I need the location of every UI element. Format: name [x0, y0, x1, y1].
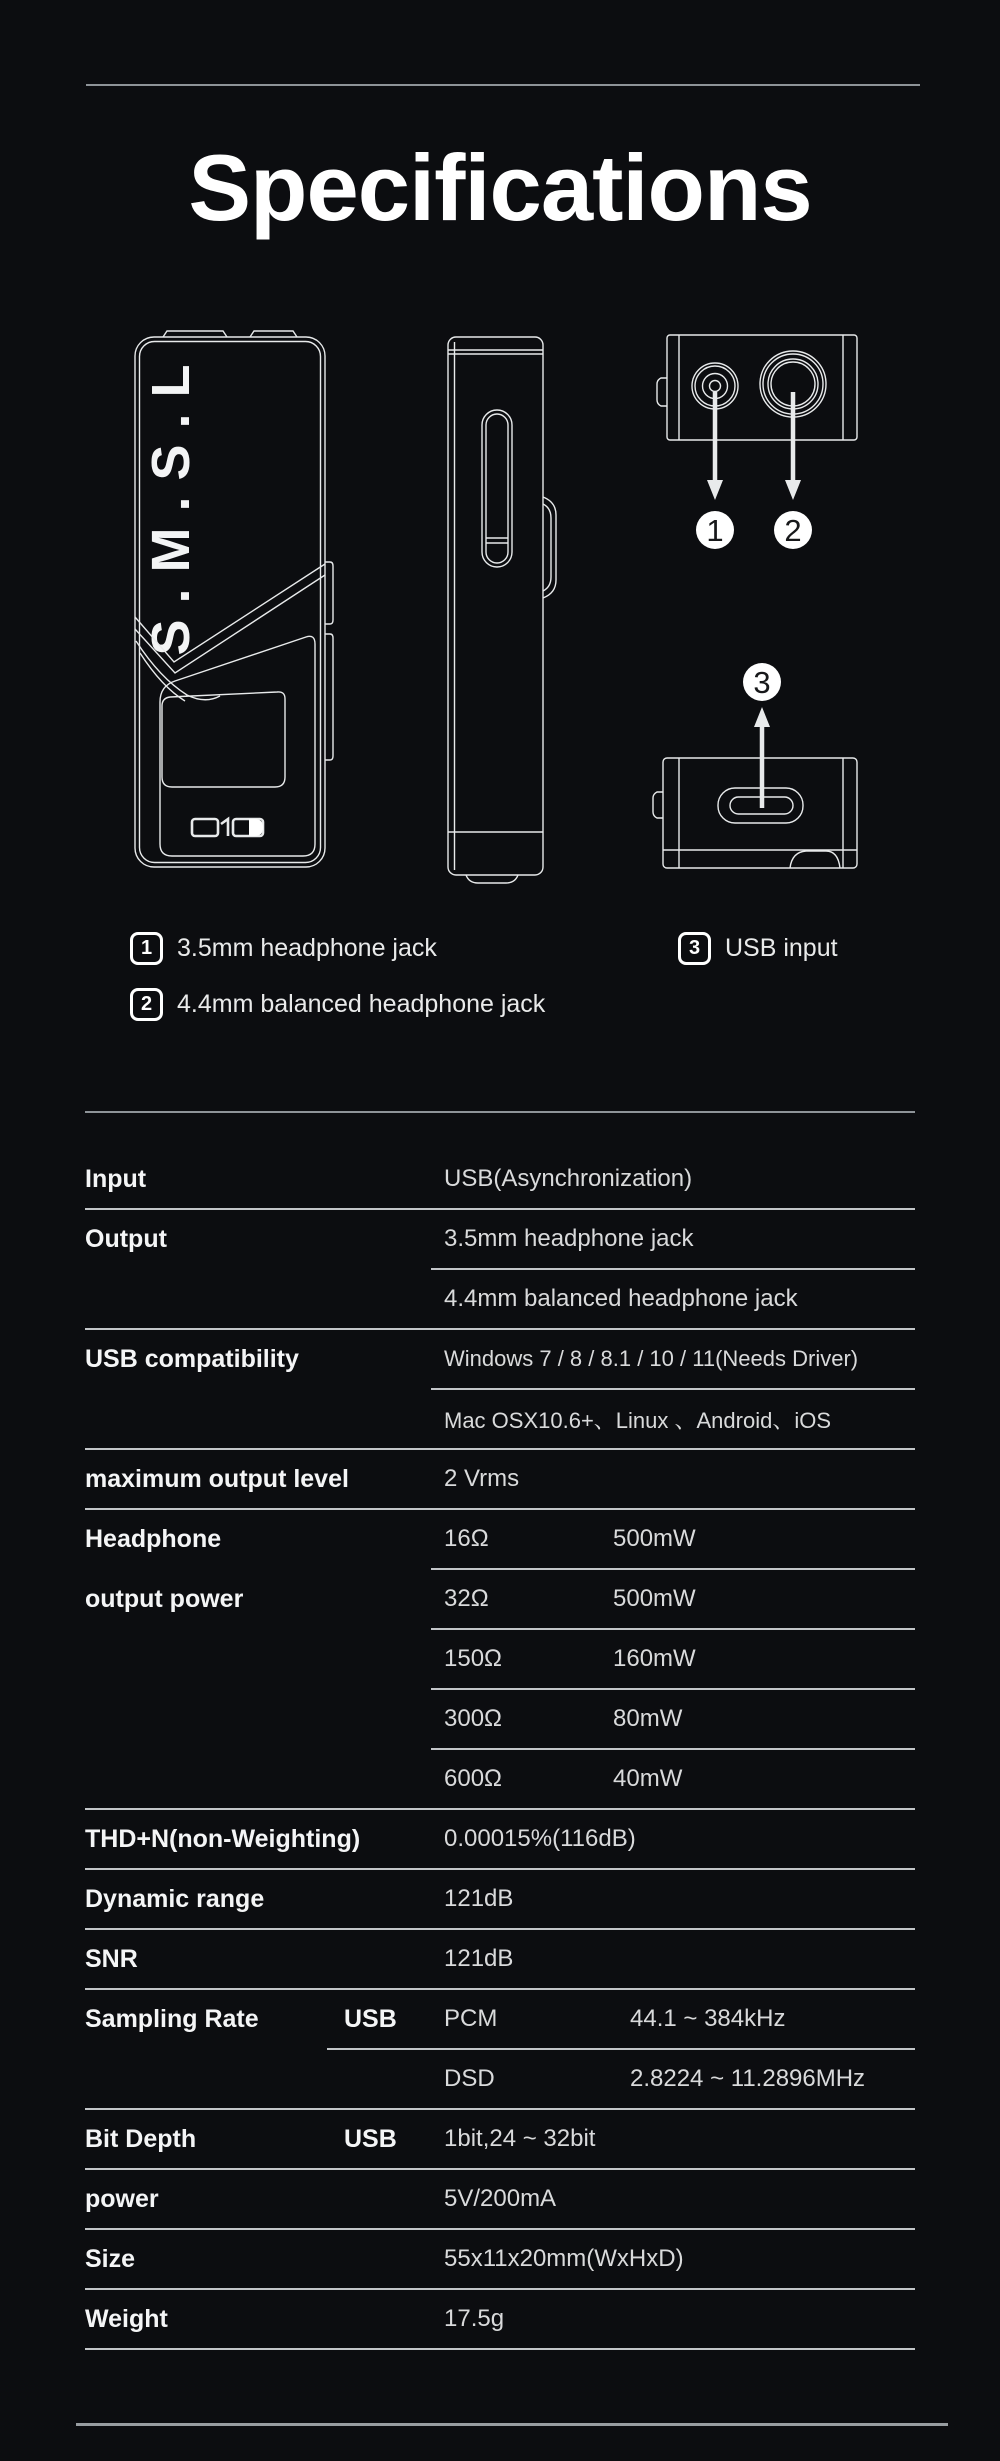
spec-label: power [85, 2184, 159, 2213]
spec-label: USB compatibility [85, 1344, 299, 1373]
side-tab-lower [325, 634, 333, 760]
spec-row-bit-depth [85, 2110, 915, 2170]
spec-value: USB(Asynchronization) [444, 1165, 693, 1192]
spec-row-snr [85, 1930, 915, 1990]
spec-row-power-16 [85, 1510, 915, 1570]
spec-value: Windows 7 / 8 / 8.1 / 10 / 11(Needs Driver) [444, 1346, 859, 1371]
spec-value: 4.4mm balanced headphone jack [444, 1285, 798, 1312]
spec-value: DSD [444, 2065, 495, 2092]
spec-row-size [85, 2230, 915, 2290]
spec-label: maximum output level [85, 1464, 349, 1493]
spec-value: 3.5mm headphone jack [444, 1225, 694, 1252]
spec-row-dynamic-range [85, 1870, 915, 1930]
legend-label-2: 4.4mm balanced headphone jack [177, 990, 546, 1018]
spec-label: Input [85, 1164, 147, 1193]
spec-row-weight [85, 2290, 915, 2350]
spec-value: 0.00015%(116dB) [444, 1825, 636, 1852]
svg-text:2: 2 [784, 513, 802, 548]
spec-row-power-300 [85, 1690, 915, 1750]
side-button-bump [657, 378, 667, 406]
spec-label: THD+N(non-Weighting) [85, 1824, 361, 1853]
spec-label: output power [85, 1584, 244, 1613]
spec-value: 1bit,24 ~ 32bit [444, 2125, 596, 2152]
top-divider [86, 84, 920, 86]
spec-row-power-32 [85, 1570, 915, 1630]
spec-row-max-output [85, 1450, 915, 1510]
spec-value-2: 44.1 ~ 384kHz [630, 2005, 786, 2032]
top-tabs [163, 331, 297, 337]
spec-value: PCM [444, 2005, 498, 2032]
spec-row-usb-compat-2 [85, 1390, 915, 1450]
spec-label: Size [85, 2244, 136, 2273]
spec-label: SNR [85, 1944, 138, 1973]
svg-text:1: 1 [706, 513, 724, 548]
clip-slot [482, 410, 512, 567]
spec-value: 600Ω [444, 1765, 502, 1792]
spec-value: 55x11x20mm(WxHxD) [444, 2245, 684, 2272]
spec-value: 2 Vrms [444, 1465, 520, 1492]
spec-row-output-2 [85, 1270, 915, 1330]
spec-row-power-150 [85, 1630, 915, 1690]
spec-value: 32Ω [444, 1585, 489, 1612]
legend-label-3: USB input [725, 934, 838, 962]
legend-num-badge-2: 2 [130, 988, 163, 1021]
spec-row-power-supply [85, 2170, 915, 2230]
section-divider [85, 1111, 915, 1113]
spec-value-2: 80mW [613, 1705, 683, 1732]
spec-label: Headphone [85, 1524, 222, 1553]
spec-value: 121dB [444, 1945, 514, 1972]
spec-value: 5V/200mA [444, 2185, 557, 2212]
device-diagram [90, 300, 920, 900]
legend-num-badge-3: 3 [678, 932, 711, 965]
legend-item-1 [130, 932, 437, 965]
legend-item-2 [130, 988, 545, 1021]
device-top-view [657, 335, 857, 440]
spec-value-2: 160mW [613, 1645, 696, 1672]
side-button-bump-2 [653, 792, 663, 818]
spec-sublabel: USB [344, 2124, 397, 2153]
row-divider [85, 2348, 915, 2350]
screen-bezel [160, 636, 315, 856]
legend-num-badge-1: 1 [130, 932, 163, 965]
spec-value-2: 500mW [613, 1585, 696, 1612]
device-bottom-view [653, 758, 857, 868]
callout-2-badge [774, 511, 812, 549]
svg-text:3: 3 [753, 665, 771, 700]
spec-row-input [85, 1150, 915, 1210]
spec-value: 17.5g [444, 2305, 505, 2332]
spec-label: Sampling Rate [85, 2004, 259, 2033]
spec-table [85, 1150, 915, 2350]
spec-row-thd [85, 1810, 915, 1870]
legend-item-3 [678, 932, 838, 965]
spec-row-usb-compat-1 [85, 1330, 915, 1390]
spec-row-sampling-dsd [85, 2050, 915, 2110]
spec-value-2: 40mW [613, 1765, 683, 1792]
spec-row-sampling-pcm [85, 1990, 915, 2050]
spec-value: Mac OSX10.6+、Linux 、Android、iOS [444, 1407, 832, 1433]
legend-label-1: 3.5mm headphone jack [177, 934, 437, 962]
screen-window [162, 692, 285, 787]
spec-label: Dynamic range [85, 1884, 265, 1913]
spec-label: Output [85, 1224, 167, 1253]
bottom-divider [76, 2423, 948, 2426]
callout-3-badge [743, 663, 781, 701]
spec-label: Bit Depth [85, 2124, 197, 2153]
callout-1-badge [696, 511, 734, 549]
device-front-view [135, 331, 333, 867]
spec-value-2: 500mW [613, 1525, 696, 1552]
spec-row-power-600 [85, 1750, 915, 1810]
spec-value: 300Ω [444, 1705, 502, 1732]
brand-logo-text: S.M.S.L [141, 348, 201, 656]
spec-value-2: 2.8224 ~ 11.2896MHz [630, 2065, 866, 2092]
spec-sublabel: USB [344, 2004, 397, 2033]
model-logo [192, 819, 263, 836]
page-title: Specifications [188, 135, 812, 240]
spec-value: 150Ω [444, 1645, 502, 1672]
side-tab-upper [325, 562, 333, 624]
spec-value: 16Ω [444, 1525, 489, 1552]
spec-row-output-1 [85, 1210, 915, 1270]
spec-label: Weight [85, 2304, 168, 2333]
spec-value: 121dB [444, 1885, 514, 1912]
device-side-view [448, 337, 556, 883]
